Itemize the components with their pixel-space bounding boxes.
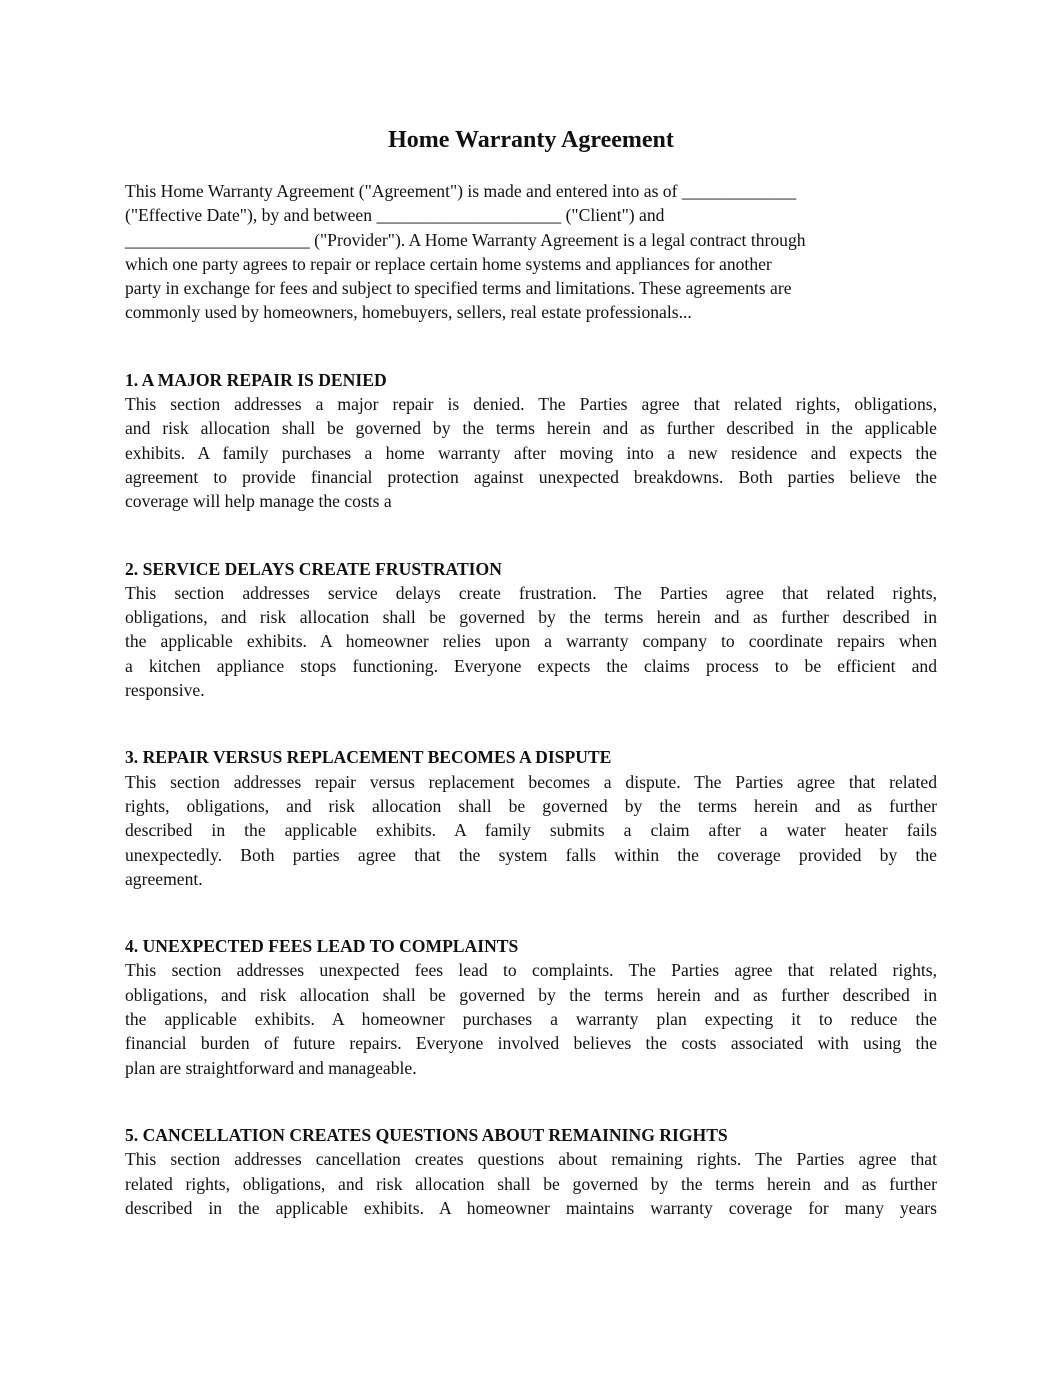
section-1 (125, 368, 937, 514)
section-line: a kitchen appliance stops functioning. Everyone expects the claims process to be efficient and (125, 655, 937, 676)
section-line: obligations, and risk allocation shall be governed by the terms herein and as further described in (125, 607, 937, 628)
section-heading: 2. SERVICE DELAYS CREATE FRUSTRATION (125, 558, 502, 579)
section-line: responsive. (125, 680, 205, 701)
intro-line: party in exchange for fees and subject to specified terms and limitations. These agreements are (125, 278, 792, 299)
section-line: financial burden of future repairs. Everyone involved believes the costs associated with using the (125, 1033, 937, 1054)
intro-line: ("Effective Date"), by and between _____________________ ("Client") and (125, 205, 665, 226)
intro-paragraph (125, 179, 937, 325)
intro-line: which one party agrees to repair or replace certain home systems and appliances for another (125, 253, 772, 274)
section-line: and risk allocation shall be governed by the terms herein and as further described in the applicable (125, 418, 937, 439)
section-heading: 1. A MAJOR REPAIR IS DENIED (125, 369, 387, 390)
section-line: unexpectedly. Both parties agree that the system falls within the coverage provided by the (125, 844, 937, 865)
document-title: Home Warranty Agreement (388, 127, 674, 153)
intro-line: commonly used by homeowners, homebuyers, sellers, real estate professionals... (125, 302, 692, 323)
section-line: This section addresses repair versus replacement becomes a dispute. The Parties agree that related (125, 771, 937, 792)
section-line: obligations, and risk allocation shall be governed by the terms herein and as further described in (125, 984, 937, 1005)
section-line: This section addresses a major repair is denied. The Parties agree that related rights, obligations, (125, 394, 937, 415)
section-line: related rights, obligations, and risk allocation shall be governed by the terms herein and as further (125, 1173, 937, 1194)
section-4 (125, 934, 937, 1080)
section-body (125, 581, 937, 702)
section-line: agreement. (125, 868, 203, 889)
section-3 (125, 745, 937, 891)
section-line: This section addresses cancellation creates questions about remaining rights. The Parties agree that (125, 1149, 937, 1170)
section-line: the applicable exhibits. A homeowner relies upon a warranty company to coordinate repairs when (125, 631, 937, 652)
section-line: described in the applicable exhibits. A homeowner maintains warranty coverage for many years (125, 1197, 937, 1218)
intro-line: _____________________ ("Provider"). A Home Warranty Agreement is a legal contract through (125, 229, 806, 250)
section-body (125, 392, 937, 513)
section-5 (125, 1123, 937, 1220)
section-line: the applicable exhibits. A homeowner purchases a warranty plan expecting it to reduce the (125, 1009, 937, 1030)
section-line: plan are straightforward and manageable. (125, 1057, 417, 1078)
section-heading: 3. REPAIR VERSUS REPLACEMENT BECOMES A DISPUTE (125, 747, 612, 768)
sections-container (125, 368, 937, 1220)
section-line: rights, obligations, and risk allocation shall be governed by the terms herein and as further (125, 795, 937, 816)
section-line: agreement to provide financial protection against unexpected breakdowns. Both parties believe the (125, 466, 937, 487)
section-heading: 5. CANCELLATION CREATES QUESTIONS ABOUT REMAINING RIGHTS (125, 1124, 728, 1145)
document-body (125, 179, 937, 1220)
section-line: described in the applicable exhibits. A family submits a claim after a water heater fails (125, 820, 937, 841)
section-2 (125, 557, 937, 703)
section-line: This section addresses service delays create frustration. The Parties agree that related rights, (125, 582, 937, 603)
section-line: exhibits. A family purchases a home warranty after moving into a new residence and expects the (125, 442, 937, 463)
section-body (125, 1147, 937, 1220)
intro-line: This Home Warranty Agreement ("Agreement") is made and entered into as of _____________ (125, 181, 797, 201)
section-body (125, 770, 937, 891)
section-line: coverage will help manage the costs a (125, 491, 392, 512)
section-line: This section addresses unexpected fees lead to complaints. The Parties agree that related rights, (125, 960, 937, 981)
section-body (125, 958, 937, 1079)
section-heading: 4. UNEXPECTED FEES LEAD TO COMPLAINTS (125, 936, 519, 957)
